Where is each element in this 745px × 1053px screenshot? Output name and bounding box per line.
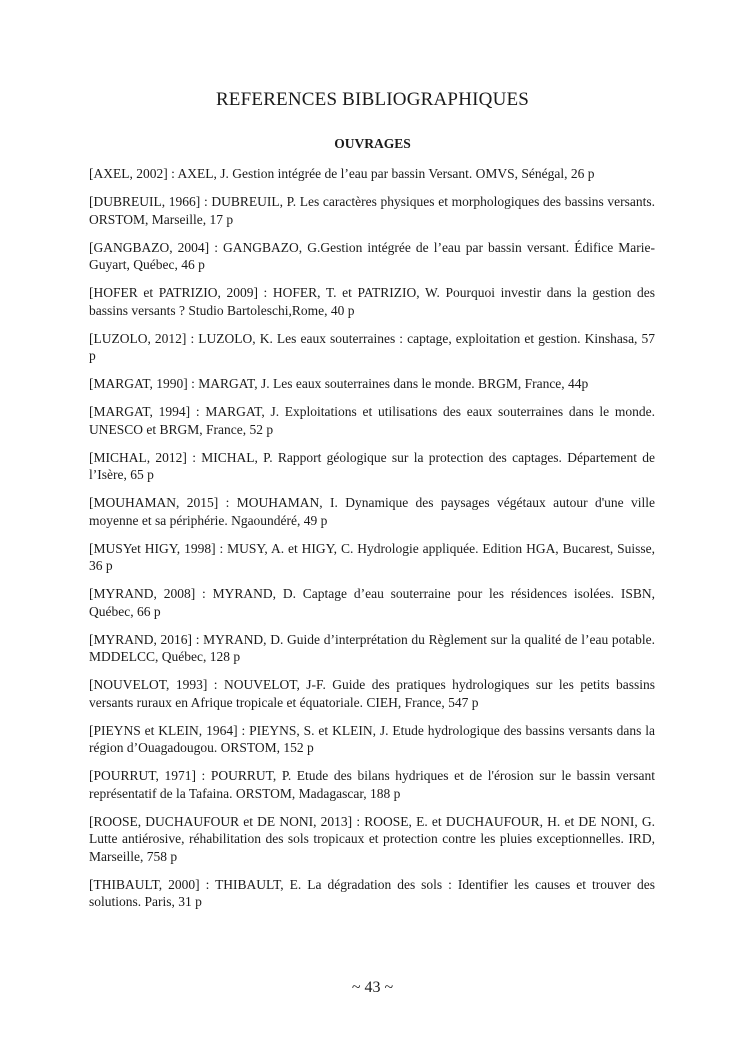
reference-item: [MICHAL, 2012] : MICHAL, P. Rapport géologique sur la protection des captages. Département de l’Isère, 65 p xyxy=(89,449,655,482)
reference-list xyxy=(89,165,655,921)
page-title: REFERENCES BIBLIOGRAPHIQUES xyxy=(215,89,530,110)
reference-item: [ROOSE, DUCHAUFOUR et DE NONI, 2013] : ROOSE, E. et DUCHAUFOUR, H. et DE NONI, G. Lutte antiérosive, réhabilitation des sols tropicaux et protection contre les pluies exceptionnelles. IRD, Marseille, 758 p xyxy=(89,813,655,864)
reference-item: [MARGAT, 1994] : MARGAT, J. Exploitations et utilisations des eaux souterraines dans le monde. UNESCO et BRGM, France, 52 p xyxy=(89,404,655,437)
reference-item: [NOUVELOT, 1993] : NOUVELOT, J-F. Guide des pratiques hydrologiques sur les petits bassins versants ruraux en Afrique tropicale et équatoriale. CIEH, France, 547 p xyxy=(89,677,655,710)
reference-item: [LUZOLO, 2012] : LUZOLO, K. Les eaux souterraines : captage, exploitation et gestion. Kinshasa, 57 p xyxy=(89,330,655,363)
page-number: ~ 43 ~ xyxy=(351,979,394,996)
reference-item: [MYRAND, 2016] : MYRAND, D. Guide d’interprétation du Règlement sur la qualité de l’eau potable. MDDELCC, Québec, 128 p xyxy=(89,631,655,664)
reference-item: [MUSYet HIGY, 1998] : MUSY, A. et HIGY, C. Hydrologie appliquée. Edition HGA, Bucarest, Suisse, 36 p xyxy=(89,540,655,573)
section-heading xyxy=(0,136,745,152)
section-heading-text: OUVRAGES xyxy=(334,136,411,151)
reference-item: [AXEL, 2002] : AXEL, J. Gestion intégrée de l’eau par bassin Versant. OMVS, Sénégal, 26 p xyxy=(89,166,595,181)
reference-item: [MOUHAMAN, 2015] : MOUHAMAN, I. Dynamique des paysages végétaux autour d'une ville moyenne et sa périphérie. Ngaoundéré, 49 p xyxy=(89,495,655,528)
reference-item: [GANGBAZO, 2004] : GANGBAZO, G.Gestion intégrée de l’eau par bassin versant. Édifice Marie-Guyart, Québec, 46 p xyxy=(89,239,655,272)
reference-item: [MYRAND, 2008] : MYRAND, D. Captage d’eau souterraine pour les résidences isolées. ISBN, Québec, 66 p xyxy=(89,586,655,619)
reference-item: [DUBREUIL, 1966] : DUBREUIL, P. Les caractères physiques et morphologiques des bassins versants. ORSTOM, Marseille, 17 p xyxy=(89,194,655,227)
reference-item: [PIEYNS et KLEIN, 1964] : PIEYNS, S. et KLEIN, J. Etude hydrologique des bassins versants dans la région d’Ouagadougou. ORSTOM, 152 p xyxy=(89,722,655,755)
reference-item: [POURRUT, 1971] : POURRUT, P. Etude des bilans hydriques et de l'érosion sur le bassin versant représentatif de la Tafaina. ORSTOM, Madagascar, 188 p xyxy=(89,768,655,801)
reference-item: [THIBAULT, 2000] : THIBAULT, E. La dégradation des sols : Identifier les causes et trouver des solutions. Paris, 31 p xyxy=(89,876,655,909)
reference-item: [HOFER et PATRIZIO, 2009] : HOFER, T. et PATRIZIO, W. Pourquoi investir dans la gestion des bassins versants ? Studio Bartoleschi,Rome, 40 p xyxy=(89,285,655,318)
reference-item: [MARGAT, 1990] : MARGAT, J. Les eaux souterraines dans le monde. BRGM, France, 44p xyxy=(89,376,589,391)
